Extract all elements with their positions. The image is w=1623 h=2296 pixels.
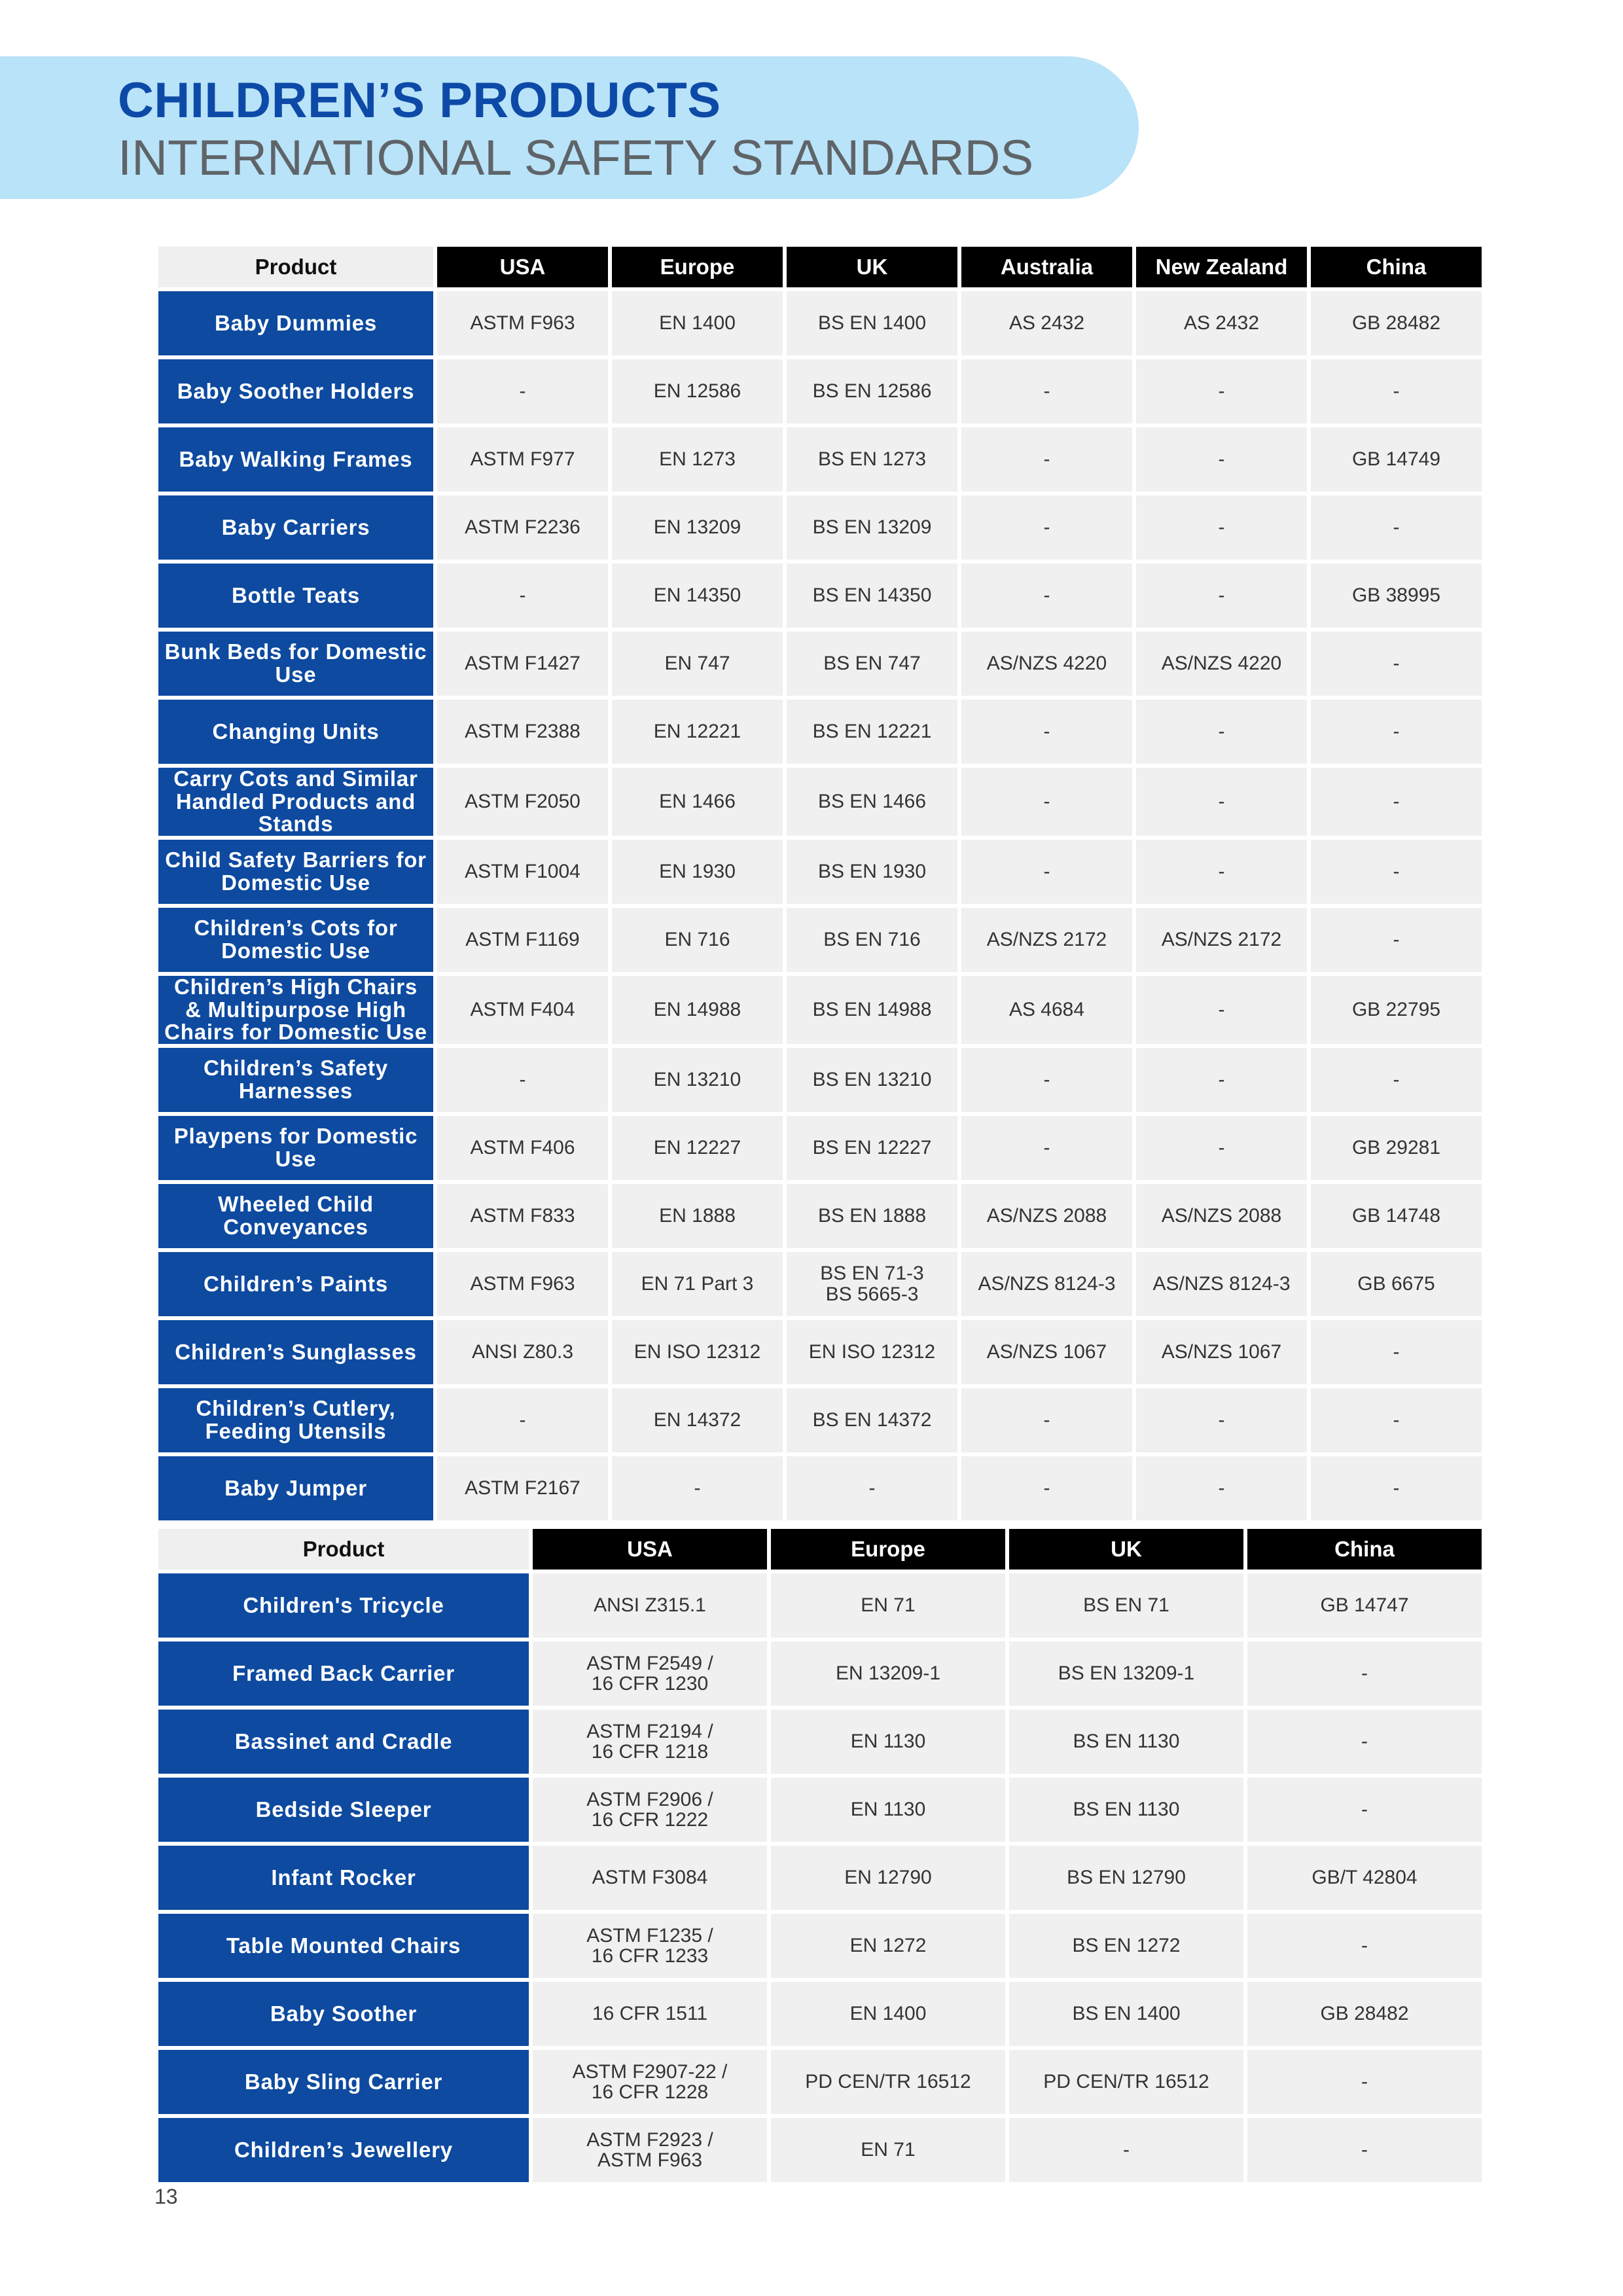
standard-cell: AS 2432 — [961, 291, 1132, 355]
standard-cell: EN 12221 — [612, 700, 783, 764]
standard-cell: BS EN 13209 — [787, 495, 957, 560]
standard-cell: - — [1009, 2118, 1243, 2182]
standard-cell: BS EN 12221 — [787, 700, 957, 764]
standard-cell: EN 747 — [612, 632, 783, 696]
standard-cell: - — [612, 1456, 783, 1520]
standard-cell: - — [1311, 908, 1482, 972]
product-name-cell: Children's Tricycle — [158, 1573, 529, 1638]
standard-cell: GB 6675 — [1311, 1252, 1482, 1316]
product-name-cell: Children’s Jewellery — [158, 2118, 529, 2182]
standard-cell: GB/T 42804 — [1247, 1846, 1482, 1910]
product-name-cell: Children’s Sunglasses — [158, 1320, 433, 1384]
product-name-cell: Bedside Sleeper — [158, 1778, 529, 1842]
standards-table-2 — [154, 1525, 1486, 2186]
table-header-row — [158, 1529, 1482, 1570]
standard-cell: ASTM F2388 — [437, 700, 608, 764]
standard-cell: - — [1311, 768, 1482, 836]
product-name-cell: Children’s Cutlery, Feeding Utensils — [158, 1388, 433, 1452]
table-row — [158, 1320, 1482, 1384]
standard-cell: EN 1466 — [612, 768, 783, 836]
standard-cell: BS EN 1466 — [787, 768, 957, 836]
standard-cell: - — [1136, 1456, 1307, 1520]
standard-cell: BS EN 1272 — [1009, 1914, 1243, 1978]
standard-cell: AS/NZS 2172 — [1136, 908, 1307, 972]
table-row — [158, 908, 1482, 972]
standard-cell: - — [437, 1048, 608, 1112]
standard-cell: AS 2432 — [1136, 291, 1307, 355]
table-row — [158, 2118, 1482, 2182]
standard-cell: GB 14747 — [1247, 1573, 1482, 1638]
column-header-product: Product — [158, 247, 433, 287]
standard-cell: BS EN 1273 — [787, 427, 957, 492]
table-row — [158, 2050, 1482, 2114]
column-header-china: China — [1311, 247, 1482, 287]
standard-cell: GB 22795 — [1311, 976, 1482, 1044]
standard-cell: ASTM F406 — [437, 1116, 608, 1180]
table-row — [158, 1048, 1482, 1112]
column-header-europe: Europe — [612, 247, 783, 287]
product-name-cell: Children’s Cots for Domestic Use — [158, 908, 433, 972]
product-name-cell: Playpens for Domestic Use — [158, 1116, 433, 1180]
product-name-cell: Table Mounted Chairs — [158, 1914, 529, 1978]
standard-cell: EN 1400 — [771, 1982, 1005, 2046]
table-row — [158, 1573, 1482, 1638]
standard-cell: GB 28482 — [1247, 1982, 1482, 2046]
standard-cell: ASTM F1235 / 16 CFR 1233 — [533, 1914, 767, 1978]
product-name-cell: Baby Dummies — [158, 291, 433, 355]
standard-cell: - — [1136, 1388, 1307, 1452]
standard-cell: - — [1136, 1116, 1307, 1180]
standard-cell: EN 1888 — [612, 1184, 783, 1248]
standard-cell: - — [961, 1388, 1132, 1452]
standard-cell: BS EN 1400 — [787, 291, 957, 355]
standard-cell: BS EN 14350 — [787, 564, 957, 628]
standard-cell: ASTM F2236 — [437, 495, 608, 560]
standard-cell: EN 13209 — [612, 495, 783, 560]
page-subtitle: INTERNATIONAL SAFETY STANDARDS — [118, 130, 1034, 186]
table-row — [158, 1778, 1482, 1842]
standard-cell: ASTM F1169 — [437, 908, 608, 972]
standard-cell: - — [961, 1116, 1132, 1180]
standard-cell: - — [1311, 840, 1482, 904]
table-row — [158, 1641, 1482, 1706]
standard-cell: - — [1136, 700, 1307, 764]
product-name-cell: Bassinet and Cradle — [158, 1710, 529, 1774]
table-row — [158, 976, 1482, 1044]
standard-cell: EN 12790 — [771, 1846, 1005, 1910]
table-row — [158, 1184, 1482, 1248]
standard-cell: - — [1311, 359, 1482, 423]
standard-cell: - — [1136, 768, 1307, 836]
standard-cell: AS/NZS 1067 — [1136, 1320, 1307, 1384]
standard-cell: GB 28482 — [1311, 291, 1482, 355]
product-name-cell: Carry Cots and Similar Handled Products and Stands — [158, 768, 433, 836]
standard-cell: - — [1136, 495, 1307, 560]
product-name-cell: Children’s Safety Harnesses — [158, 1048, 433, 1112]
standard-cell: - — [1136, 840, 1307, 904]
standard-cell: EN 1400 — [612, 291, 783, 355]
standard-cell: BS EN 1400 — [1009, 1982, 1243, 2046]
standard-cell: ASTM F1427 — [437, 632, 608, 696]
standard-cell: GB 14748 — [1311, 1184, 1482, 1248]
table-row — [158, 359, 1482, 423]
standard-cell: 16 CFR 1511 — [533, 1982, 767, 2046]
standard-cell: EN 14988 — [612, 976, 783, 1044]
standard-cell: GB 29281 — [1311, 1116, 1482, 1180]
standard-cell: EN 13209-1 — [771, 1641, 1005, 1706]
table-row — [158, 1982, 1482, 2046]
standard-cell: - — [961, 495, 1132, 560]
standard-cell: BS EN 12790 — [1009, 1846, 1243, 1910]
page-number: 13 — [154, 2185, 178, 2208]
standard-cell: - — [961, 1048, 1132, 1112]
standard-cell: GB 14749 — [1311, 427, 1482, 492]
standard-cell: - — [437, 564, 608, 628]
column-header-australia: Australia — [961, 247, 1132, 287]
standard-cell: BS EN 13209-1 — [1009, 1641, 1243, 1706]
standard-cell: EN 1930 — [612, 840, 783, 904]
table-row — [158, 1116, 1482, 1180]
standard-cell: BS EN 1130 — [1009, 1710, 1243, 1774]
standard-cell: BS EN 14988 — [787, 976, 957, 1044]
standard-cell: BS EN 1888 — [787, 1184, 957, 1248]
table-row — [158, 632, 1482, 696]
standard-cell: - — [961, 359, 1132, 423]
standard-cell: AS 4684 — [961, 976, 1132, 1044]
standard-cell: - — [961, 768, 1132, 836]
table-row — [158, 564, 1482, 628]
standard-cell: - — [1136, 564, 1307, 628]
column-header-europe: Europe — [771, 1529, 1005, 1570]
column-header-usa: USA — [437, 247, 608, 287]
product-name-cell: Baby Carriers — [158, 495, 433, 560]
standard-cell: BS EN 14372 — [787, 1388, 957, 1452]
table-row — [158, 1846, 1482, 1910]
standard-cell: EN 14372 — [612, 1388, 783, 1452]
standard-cell: AS/NZS 4220 — [1136, 632, 1307, 696]
standard-cell: EN 1272 — [771, 1914, 1005, 1978]
table-row — [158, 700, 1482, 764]
standard-cell: BS EN 1930 — [787, 840, 957, 904]
standard-cell: - — [437, 359, 608, 423]
column-header-china: China — [1247, 1529, 1482, 1570]
column-header-new-zealand: New Zealand — [1136, 247, 1307, 287]
product-name-cell: Child Safety Barriers for Domestic Use — [158, 840, 433, 904]
standard-cell: - — [787, 1456, 957, 1520]
standard-cell: - — [1136, 1048, 1307, 1112]
product-name-cell: Baby Soother Holders — [158, 359, 433, 423]
product-name-cell: Framed Back Carrier — [158, 1641, 529, 1706]
standard-cell: - — [961, 840, 1132, 904]
product-name-cell: Baby Walking Frames — [158, 427, 433, 492]
standard-cell: - — [1311, 632, 1482, 696]
standard-cell: - — [961, 427, 1132, 492]
table-row — [158, 768, 1482, 836]
standard-cell: EN ISO 12312 — [612, 1320, 783, 1384]
product-name-cell: Children’s High Chairs & Multipurpose High Chairs for Domestic Use — [158, 976, 433, 1044]
standard-cell: ASTM F2549 / 16 CFR 1230 — [533, 1641, 767, 1706]
product-name-cell: Bottle Teats — [158, 564, 433, 628]
standard-cell: - — [1247, 1710, 1482, 1774]
product-name-cell: Baby Sling Carrier — [158, 2050, 529, 2114]
product-name-cell: Baby Soother — [158, 1982, 529, 2046]
standard-cell: ASTM F963 — [437, 291, 608, 355]
product-name-cell: Changing Units — [158, 700, 433, 764]
standard-cell: ASTM F2194 / 16 CFR 1218 — [533, 1710, 767, 1774]
standards-table-1 — [154, 243, 1486, 1524]
standard-cell: ASTM F1004 — [437, 840, 608, 904]
standard-cell: - — [1247, 2050, 1482, 2114]
standard-cell: ANSI Z315.1 — [533, 1573, 767, 1638]
standard-cell: - — [1136, 976, 1307, 1044]
standard-cell: AS/NZS 8124-3 — [1136, 1252, 1307, 1316]
standard-cell: - — [1311, 495, 1482, 560]
product-name-cell: Infant Rocker — [158, 1846, 529, 1910]
standard-cell: ASTM F963 — [437, 1252, 608, 1316]
standard-cell: BS EN 12227 — [787, 1116, 957, 1180]
standard-cell: BS EN 747 — [787, 632, 957, 696]
table-row — [158, 291, 1482, 355]
page-title: CHILDREN’S PRODUCTS — [118, 73, 721, 128]
standard-cell: - — [1136, 427, 1307, 492]
table-row — [158, 495, 1482, 560]
product-name-cell: Baby Jumper — [158, 1456, 433, 1520]
table-row — [158, 840, 1482, 904]
table-row — [158, 1252, 1482, 1316]
standard-cell: - — [1247, 1778, 1482, 1842]
standard-cell: - — [961, 1456, 1132, 1520]
table-row — [158, 427, 1482, 492]
standard-cell: ASTM F2167 — [437, 1456, 608, 1520]
standard-cell: EN 71 — [771, 1573, 1005, 1638]
standard-cell: - — [1311, 1320, 1482, 1384]
standard-cell: EN 71 — [771, 2118, 1005, 2182]
standard-cell: - — [1311, 1456, 1482, 1520]
column-header-uk: UK — [787, 247, 957, 287]
standard-cell: ASTM F2050 — [437, 768, 608, 836]
standard-cell: ASTM F3084 — [533, 1846, 767, 1910]
standard-cell: EN 1130 — [771, 1710, 1005, 1774]
standard-cell: EN 13210 — [612, 1048, 783, 1112]
table-row — [158, 1914, 1482, 1978]
standard-cell: - — [1311, 1388, 1482, 1452]
standard-cell: EN 1273 — [612, 427, 783, 492]
standard-cell: AS/NZS 8124-3 — [961, 1252, 1132, 1316]
standard-cell: ASTM F833 — [437, 1184, 608, 1248]
standard-cell: PD CEN/TR 16512 — [1009, 2050, 1243, 2114]
standard-cell: ASTM F404 — [437, 976, 608, 1044]
standard-cell: BS EN 1130 — [1009, 1778, 1243, 1842]
standard-cell: AS/NZS 2172 — [961, 908, 1132, 972]
standard-cell: - — [1247, 1641, 1482, 1706]
table-row — [158, 1710, 1482, 1774]
standard-cell: EN 1130 — [771, 1778, 1005, 1842]
standard-cell: - — [961, 564, 1132, 628]
standard-cell: AS/NZS 2088 — [961, 1184, 1132, 1248]
table-header-row — [158, 247, 1482, 287]
standard-cell: EN 12227 — [612, 1116, 783, 1180]
standard-cell: ASTM F2906 / 16 CFR 1222 — [533, 1778, 767, 1842]
product-name-cell: Children’s Paints — [158, 1252, 433, 1316]
standard-cell: EN 716 — [612, 908, 783, 972]
standard-cell: AS/NZS 2088 — [1136, 1184, 1307, 1248]
standard-cell: PD CEN/TR 16512 — [771, 2050, 1005, 2114]
standard-cell: BS EN 71-3 BS 5665-3 — [787, 1252, 957, 1316]
standard-cell: BS EN 71 — [1009, 1573, 1243, 1638]
standard-cell: BS EN 12586 — [787, 359, 957, 423]
standard-cell: AS/NZS 1067 — [961, 1320, 1132, 1384]
standard-cell: - — [437, 1388, 608, 1452]
table-row — [158, 1388, 1482, 1452]
standard-cell: GB 38995 — [1311, 564, 1482, 628]
product-name-cell: Wheeled Child Conveyances — [158, 1184, 433, 1248]
standard-cell: EN 12586 — [612, 359, 783, 423]
column-header-product: Product — [158, 1529, 529, 1570]
standard-cell: ANSI Z80.3 — [437, 1320, 608, 1384]
standard-cell: EN 71 Part 3 — [612, 1252, 783, 1316]
standard-cell: ASTM F2923 / ASTM F963 — [533, 2118, 767, 2182]
standard-cell: - — [1136, 359, 1307, 423]
standard-cell: - — [1247, 1914, 1482, 1978]
standard-cell: - — [1247, 2118, 1482, 2182]
standard-cell: - — [1311, 1048, 1482, 1112]
column-header-uk: UK — [1009, 1529, 1243, 1570]
standard-cell: ASTM F2907-22 / 16 CFR 1228 — [533, 2050, 767, 2114]
standard-cell: - — [1311, 700, 1482, 764]
product-name-cell: Bunk Beds for Domestic Use — [158, 632, 433, 696]
column-header-usa: USA — [533, 1529, 767, 1570]
table-row — [158, 1456, 1482, 1520]
standard-cell: EN ISO 12312 — [787, 1320, 957, 1384]
standard-cell: ASTM F977 — [437, 427, 608, 492]
standard-cell: - — [961, 700, 1132, 764]
standard-cell: AS/NZS 4220 — [961, 632, 1132, 696]
standard-cell: EN 14350 — [612, 564, 783, 628]
standard-cell: BS EN 716 — [787, 908, 957, 972]
standard-cell: BS EN 13210 — [787, 1048, 957, 1112]
